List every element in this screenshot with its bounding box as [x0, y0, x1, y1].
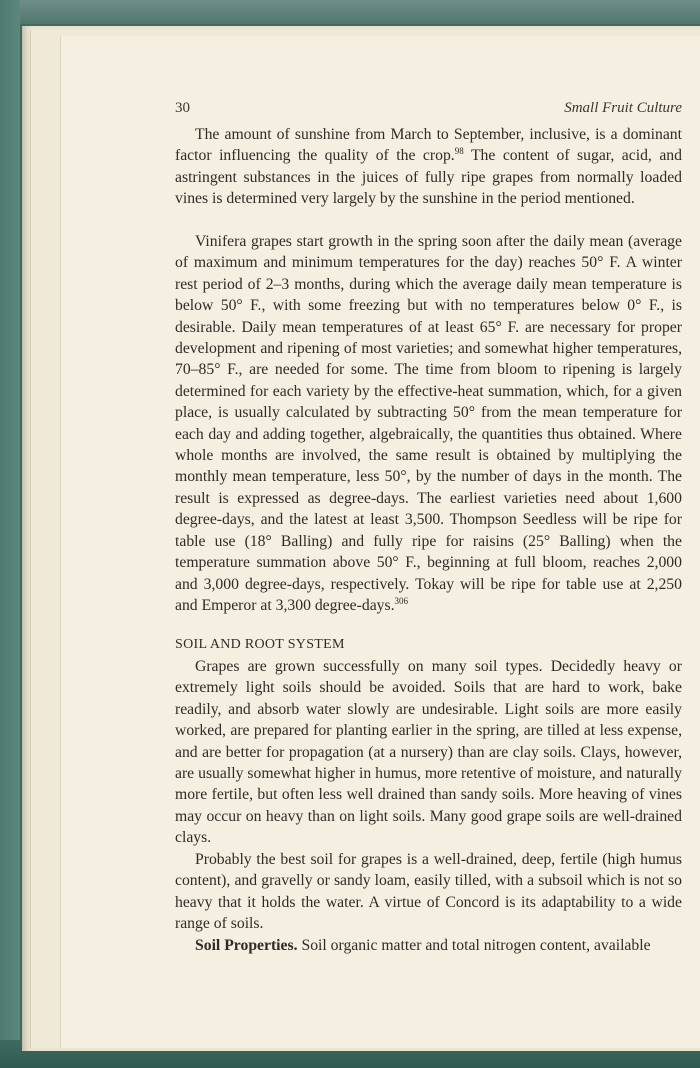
book-cover-top-edge: [0, 0, 700, 24]
paragraph-temperature-text: Vinifera grapes start growth in the spring soon after the daily mean (average of maximum and minimum temperatures for the day) reaches 50° F. A winter rest period of 2–3 months, during which the average daily mean temperature is below 50° F., with some freezing but with no temperatures below 0° F., is desirable. Daily mean temperatures of at least 65° F. are necessary for proper development and ripening of most varieties; and somewhat higher temperatures, 70–85° F., are needed for some. The time from bloom to ripening is largely determined for each variety by the effective-heat summation, which, for a given place, is usually calculated by subtracting 50° from the mean temperature for each day and adding together, algebraically, the quantities thus obtained. Where whole months are involved, the same result is obtained by multiplying the monthly mean temperature, less 50°, by the number of days in the month. The result is expressed as degree-days. The earliest varieties need about 1,600 degree-days, and the latest at least 3,500. Thompson Seedless will be ripe for table use (18° Balling) and fully ripe for raisins (25° Balling) when the temperature summation above 50° F., beginning at full bloom, reaches 2,000 and 3,000 degree-days, respectively. Tokay will be ripe for table use at 2,250 and Emperor at 3,300 degree-days.: [175, 233, 682, 614]
paragraph-sunshine-text-cont: The content of sugar, acid, and astringent substances in the juices of fully ripe grapes from normally loaded vines is determined very largely by the sunshine in the period mentioned.: [175, 147, 682, 208]
paragraph-temperature: [175, 231, 682, 616]
paragraph-best-soil: Probably the best soil for grapes is a well-drained, deep, fertile (high humus content), and gravelly or sandy loam, easily tilled, with a subsoil which is not so heavy that it holds the water. A virtue of Concord is its adaptability to a wide range of soils.: [175, 851, 682, 933]
paragraph-soil-properties-text: Soil organic matter and total nitrogen content, available: [297, 937, 651, 954]
runin-heading-soil-properties: Soil Properties.: [195, 937, 298, 954]
paragraph-soil-types: Grapes are grown successfully on many soil types. Decidedly heavy or extremely light soils should be avoided. Soils that are hard to work, bake readily, and absorb water slowly are undesirable. Light soils are more easily worked, are prepared for planting earlier in the spring, are tilled at less expense, and are better for propagation (at a nursery) than are clay soils. Clays, however, are usually somewhat higher in humus, more retentive of moisture, and naturally more fertile, but often less well drained than sandy soils. More heaving of vines may occur on heavy than on light soils. Many good grape soils are well-drained clays.: [175, 658, 682, 847]
reference-306: 306: [394, 595, 409, 606]
paragraph-sunshine: [175, 124, 682, 210]
paragraph-sunshine-text: The amount of sunshine from March to September, inclusive, is a dominant factor influencing the quality of the crop.: [175, 126, 682, 165]
reference-98: 98: [454, 146, 464, 157]
page-number: 30: [175, 100, 190, 116]
book-title: Small Fruit Culture: [564, 100, 682, 116]
paragraph-soil-properties: [175, 935, 682, 956]
section-heading-soil: SOIL AND ROOT SYSTEM: [175, 637, 345, 652]
book-cover-left-edge: [0, 0, 20, 1068]
running-head: [175, 100, 682, 120]
